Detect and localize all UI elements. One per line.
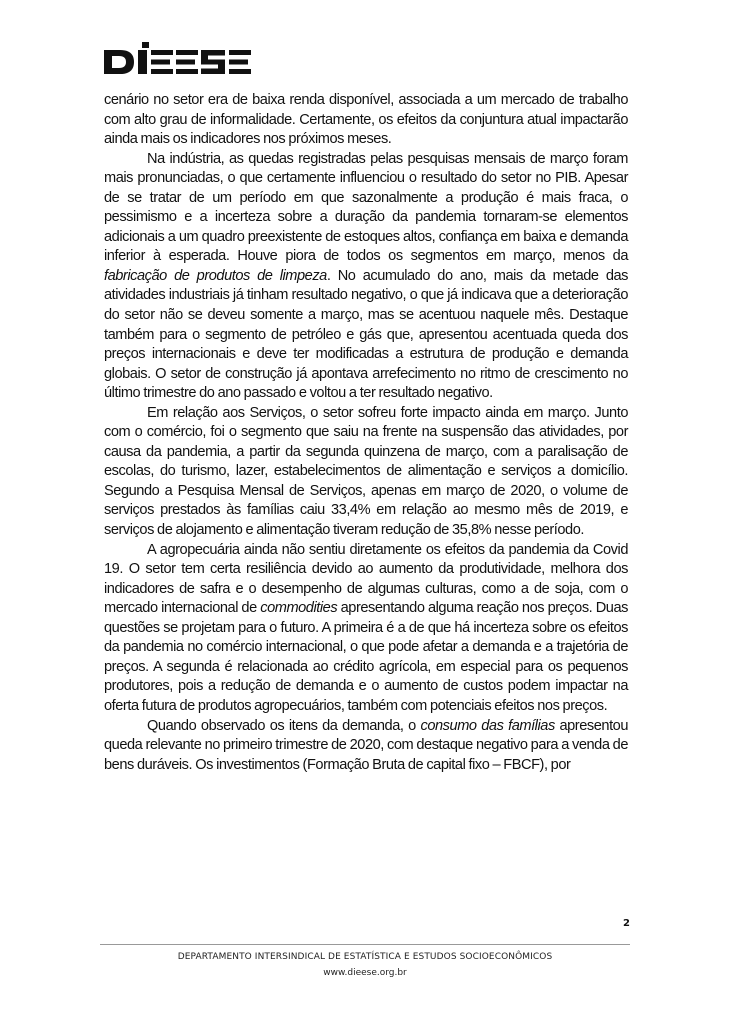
paragraph-1-text: cenário no setor era de baixa renda disponível, associada a um mercado de trabalho com alto grau de informalidade. Certamente, os efeitos da conjuntura atual impactarão ainda mais os indicadores nos próximos meses. [104, 92, 628, 148]
paragraph-services [104, 404, 628, 541]
page-number: 2 [623, 918, 630, 929]
dieese-logo [104, 40, 254, 76]
paragraph-demand-text-b: apresentou queda relevante no primeiro trimestre de 2020, com destaque negativo para a venda de bens duráveis. Os investimentos (Formação Bruta de capital fixo – FBCF), por [104, 717, 629, 773]
paragraph-1 [104, 91, 628, 150]
paragraph-industry-emphasis: fabricação de produtos de limpeza [104, 267, 327, 284]
paragraph-demand-text-a: Quando observado os itens da demanda, o [147, 717, 421, 734]
paragraph-industry [104, 150, 628, 404]
paragraph-demand [104, 717, 628, 776]
paragraph-services-text: Em relação aos Serviços, o setor sofreu forte impacto ainda em março. Junto com o comércio, foi o segmento que saiu na frente na suspensão das atividades, por causa da pandemia, a partir da segunda quinzena de março, com a paralisação de escolas, do turismo, lazer, estabelecimentos de alimentação e serviços a domicílio. Segundo a Pesquisa Mensal de Serviços, apenas em março de 2020, o volume de serviços prestados às famílias caiu 33,4% em relação ao mesmo mês de 2019, e serviços de alojamento e alimentação tiveram redução de 35,8% nesse período. [104, 404, 628, 539]
dieese-logo-graphic [104, 40, 254, 76]
paragraph-agriculture-text-b: apresentando alguma reação nos preços. Duas questões se projetam para o futuro. A primeira é a de que há incerteza sobre os efeitos da pandemia no comércio internacional, o que pode afetar a demanda e a trajetória de preços. A segunda é relacionada ao crédito agrícola, em especial para os pequenos produtores, pois a redução de demanda e o aumento de custos podem impactar na oferta futura de produtos agropecuários, também com potenciais efeitos nos preços. [104, 600, 628, 714]
paragraph-industry-text-a: Na indústria, as quedas registradas pelas pesquisas mensais de março foram mais pronunciadas, o que certamente influenciou o resultado do setor no PIB. Apesar de se tratar de um período em que sazonalmente a produção é mais fraca, o pessimismo e a incerteza sobre a duração da pandemia tornaram-se elementos adicionais a um quadro preexistente de estoques altos, confiança em baixa e demanda inferior à esperada. Houve piora de todos os segmentos em março, menos da [104, 150, 628, 265]
paragraph-agriculture-emphasis: commodities [260, 600, 338, 617]
body-text [104, 91, 628, 775]
paragraph-agriculture-text-a: A agropecuária ainda não sentiu diretamente os efeitos da pandemia da Covid 19. O setor tem certa resiliência devido ao aumento da produtividade, melhora dos indicadores de safra e o desempenho de algumas culturas, como a de soja, com o mercado internacional de [104, 541, 628, 617]
footer-website-link[interactable]: www.dieese.org.br [323, 968, 407, 978]
footer-divider [100, 944, 630, 945]
paragraph-industry-text-b: . No acumulado do ano, mais da metade das atividades industriais já tinham resultado negativo, o que já indicava que a deterioração do setor não se deveu somente a março, mas se acentuou naquele mês. Destaque também para o segmento de petróleo e gás que, apresentou acentuada queda dos preços internacionais e deve ter modificadas a estrutura de produção e demanda globais. O setor de construção já apontava arrefecimento no ritmo de crescimento no último trimestre do ano passado e voltou a ter resultado negativo. [104, 267, 628, 402]
footer-organization-name: DEPARTAMENTO INTERSINDICAL DE ESTATÍSTICA E ESTUDOS SOCIOECONÔMICOS [177, 952, 553, 962]
paragraph-agriculture [104, 541, 628, 717]
paragraph-demand-emphasis: consumo das famílias [420, 717, 555, 734]
